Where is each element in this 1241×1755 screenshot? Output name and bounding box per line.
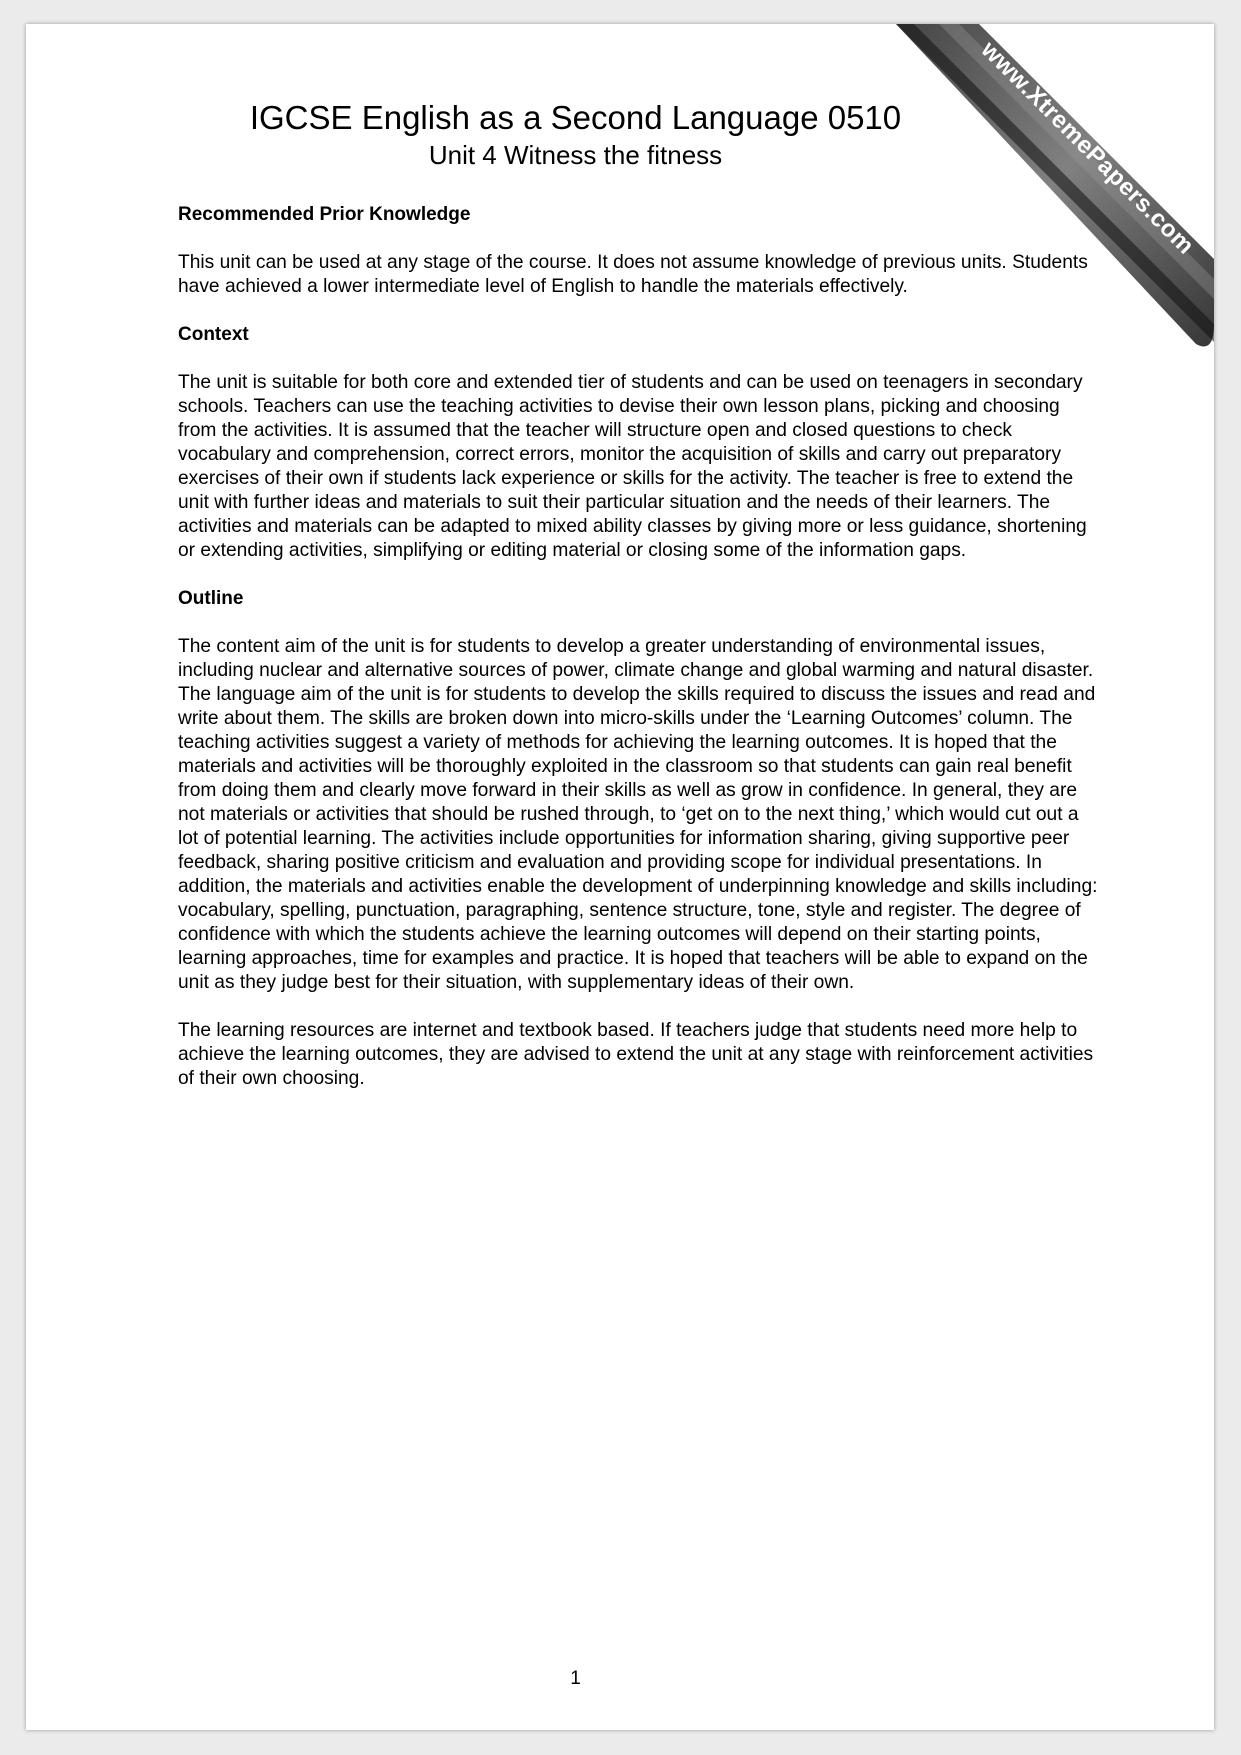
section-heading-outline: Outline — [178, 588, 244, 609]
context-paragraph: The unit is suitable for both core and extended tier of students and can be used on teenagers in secondary schools. Teachers can use the teaching activities to devise their own lesson plans, picking and choosing from the activities. It is assumed that the teacher will structure open and closed questions to check vocabulary and comprehension, correct errors, monitor the acquisition of skills and carry out preparatory exercises of their own if students lack experience or skills for the activity. The teacher is free to extend the unit with further ideas and materials to suit their particular situation and the needs of their learners. The activities and materials can be adapted to mixed ability classes by giving more or less guidance, shortening or extending activities, simplifying or editing material or closing some of the information gaps. — [178, 372, 1087, 561]
prior-knowledge-paragraph: This unit can be used at any stage of the course. It does not assume knowledge of previous units. Students have achieved a lower intermediate level of English to handle the materials effectively. — [178, 252, 1088, 297]
outline-paragraph-content-aim: The content aim of the unit is for students to develop a greater understanding of environmental issues, including nuclear and alternative sources of power, climate change and global warming and natural disaster. — [178, 636, 1094, 681]
document-body — [178, 203, 1098, 1115]
watermark-text: www.XtremePapers.com — [975, 36, 1200, 260]
section-heading-prior-knowledge: Recommended Prior Knowledge — [178, 204, 471, 225]
document-page — [26, 24, 1214, 1730]
outline-paragraph-resources: The learning resources are internet and textbook based. If teachers judge that students need more help to achieve the learning outcomes, they are advised to extend the unit at any stage with reinforcement activities of their own choosing. — [178, 1020, 1094, 1089]
outline-paragraph-language-aim: The language aim of the unit is for students to develop the skills required to discuss the issues and read and write about them. The skills are broken down into micro-skills under the ‘Learning Outcomes’ column. The teaching activities suggest a variety of methods for achieving the learning outcomes. It is hoped that the materials and activities will be thoroughly exploited in the classroom so that students can gain real benefit from doing them and clearly move forward in their skills as well as grow in confidence. In general, they are not materials or activities that should be rushed through, to ‘get on to the next thing,’ which would cut out a lot of potential learning. The activities include opportunities for information sharing, giving supportive peer feedback, sharing positive criticism and evaluation and providing scope for individual presentations. In addition, the materials and activities enable the development of underpinning knowledge and skills including: vocabulary, spelling, punctuation, paragraphing, sentence structure, tone, style and register. The degree of confidence with which the students achieve the learning outcomes will depend on their starting points, learning approaches, time for examples and practice. It is hoped that teachers will be able to expand on the unit as they judge best for their situation, with supplementary ideas of their own. — [178, 684, 1098, 993]
document-title: IGCSE English as a Second Language 0510 — [249, 99, 902, 136]
document-subtitle: Unit 4 Witness the fitness — [428, 140, 723, 170]
section-heading-context: Context — [178, 324, 249, 345]
page-number: 1 — [570, 1668, 581, 1689]
